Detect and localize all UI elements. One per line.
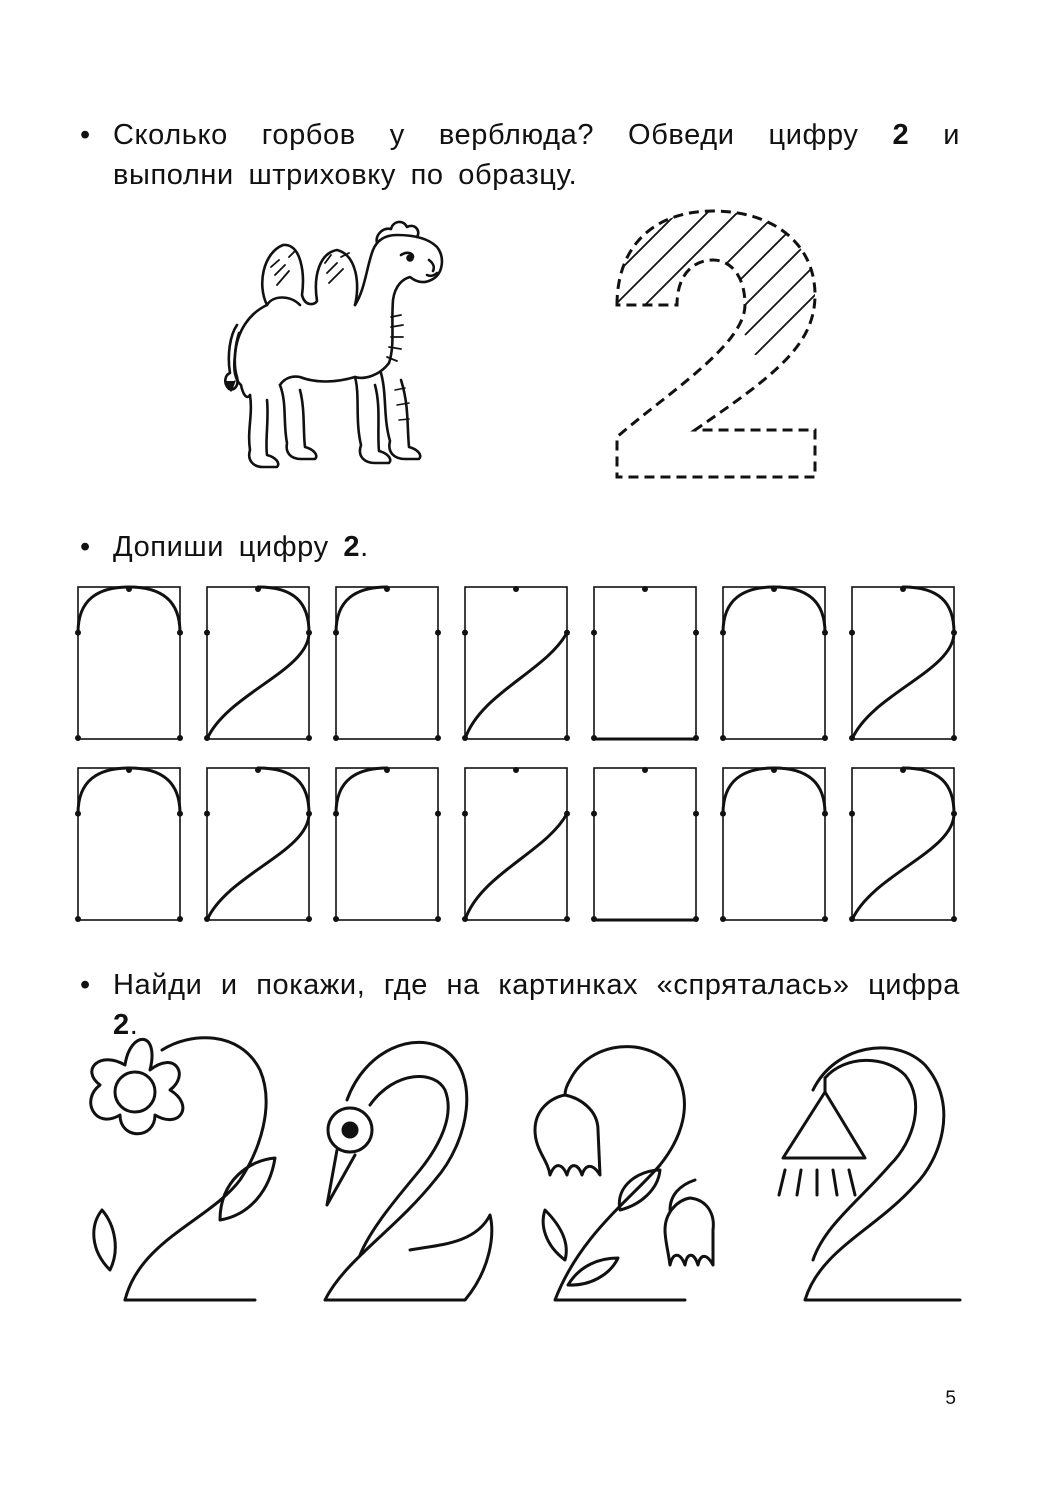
guide-dot — [693, 630, 699, 636]
guide-dot — [177, 811, 183, 817]
guide-dot — [693, 735, 699, 741]
task-2-digit: 2 — [343, 531, 361, 563]
guide-dot — [204, 916, 210, 922]
cell-frame — [723, 587, 825, 739]
cell-frame — [336, 768, 438, 920]
guide-dot — [75, 916, 81, 922]
cell-frame — [465, 768, 567, 920]
guide-dot — [564, 630, 570, 636]
sample-stroke — [207, 768, 309, 920]
guide-dot — [177, 916, 183, 922]
guide-dot — [849, 735, 855, 741]
guide-dot — [306, 630, 312, 636]
guide-dot — [591, 916, 597, 922]
guide-dot — [693, 811, 699, 817]
sample-stroke — [852, 768, 954, 920]
guide-dot — [333, 916, 339, 922]
guide-dot — [720, 811, 726, 817]
guide-dot — [822, 916, 828, 922]
bullet: • — [80, 119, 91, 151]
swan-icon — [315, 1030, 505, 1300]
guide-dot — [462, 735, 468, 741]
task-1-text-end: и выполни штриховку по образцу. — [113, 119, 960, 191]
copybook-cell — [204, 586, 312, 741]
guide-dot — [513, 767, 519, 773]
guide-dot — [642, 586, 648, 592]
copybook-cell — [75, 586, 183, 741]
sample-stroke — [336, 587, 387, 633]
page-number: 5 — [945, 1388, 956, 1409]
cell-frame — [78, 768, 180, 920]
guide-dot — [849, 916, 855, 922]
guide-dot — [177, 735, 183, 741]
guide-dot — [177, 630, 183, 636]
guide-dot — [462, 630, 468, 636]
guide-dot — [771, 767, 777, 773]
copybook-cell — [333, 767, 441, 922]
guide-dot — [720, 916, 726, 922]
task-2-text-start: Допиши цифру — [113, 531, 344, 563]
guide-dot — [591, 811, 597, 817]
guide-dot — [462, 916, 468, 922]
flower-icon — [70, 1030, 290, 1300]
guide-dot — [900, 586, 906, 592]
guide-dot — [204, 735, 210, 741]
copybook-cell — [462, 586, 570, 741]
guide-dot — [333, 811, 339, 817]
guide-dot — [849, 811, 855, 817]
guide-dot — [306, 811, 312, 817]
guide-dot — [720, 630, 726, 636]
guide-dot — [384, 767, 390, 773]
guide-dot — [462, 811, 468, 817]
sample-stroke — [852, 587, 954, 739]
guide-dot — [951, 630, 957, 636]
guide-dot — [75, 630, 81, 636]
cell-frame — [594, 768, 696, 920]
bullet: • — [80, 969, 91, 1001]
cell-frame — [78, 587, 180, 739]
guide-dot — [513, 586, 519, 592]
copybook-cell — [720, 767, 828, 922]
copybook-cell — [333, 586, 441, 741]
guide-dot — [951, 811, 957, 817]
guide-dot — [564, 735, 570, 741]
sample-stroke — [465, 814, 567, 920]
guide-dot — [951, 916, 957, 922]
guide-dot — [255, 767, 261, 773]
guide-dot — [126, 586, 132, 592]
task-3-text-end: . — [129, 1009, 139, 1041]
copybook-cell — [591, 767, 699, 922]
copybook-cell — [204, 767, 312, 922]
guide-dot — [435, 630, 441, 636]
sample-stroke — [723, 768, 825, 814]
guide-dot — [333, 735, 339, 741]
copybook-cell — [849, 586, 957, 741]
task-3-text-start: Найди и покажи, где на картинках «спряталась» цифра — [113, 969, 960, 1001]
bell-flowers-icon — [520, 1030, 715, 1300]
guide-dot — [306, 735, 312, 741]
task-1-digit: 2 — [892, 119, 910, 151]
guide-dot — [564, 811, 570, 817]
guide-dot — [822, 811, 828, 817]
cell-frame — [336, 587, 438, 739]
guide-dot — [693, 916, 699, 922]
task-3-digit: 2 — [113, 1009, 130, 1041]
sample-stroke — [723, 587, 825, 633]
guide-dot — [720, 735, 726, 741]
copybook-cell — [849, 767, 957, 922]
lamp-icon — [765, 1030, 965, 1300]
task-2-text-end: . — [360, 531, 369, 563]
guide-dot — [126, 767, 132, 773]
copybook-cell — [591, 586, 699, 741]
task-1-text-start: Сколько горбов у верблюда? Обведи цифру — [113, 119, 893, 151]
guide-dot — [384, 586, 390, 592]
guide-dot — [822, 735, 828, 741]
guide-dot — [642, 767, 648, 773]
sample-stroke — [78, 768, 180, 814]
guide-dot — [435, 916, 441, 922]
cell-frame — [594, 587, 696, 739]
guide-dot — [435, 811, 441, 817]
bullet: • — [80, 531, 91, 563]
guide-dot — [591, 735, 597, 741]
cell-frame — [465, 587, 567, 739]
guide-dot — [435, 735, 441, 741]
copybook-cell — [462, 767, 570, 922]
copybook-cell — [720, 586, 828, 741]
guide-dot — [951, 735, 957, 741]
guide-dot — [306, 916, 312, 922]
copybook-cell — [75, 767, 183, 922]
guide-dot — [204, 811, 210, 817]
cell-frame — [723, 768, 825, 920]
guide-dot — [900, 767, 906, 773]
guide-dot — [849, 630, 855, 636]
guide-dot — [822, 630, 828, 636]
guide-dot — [75, 811, 81, 817]
guide-dot — [564, 916, 570, 922]
sample-stroke — [465, 633, 567, 739]
sample-stroke — [207, 587, 309, 739]
guide-dot — [591, 630, 597, 636]
guide-dot — [333, 630, 339, 636]
sample-stroke — [336, 768, 387, 814]
sample-stroke — [78, 587, 180, 633]
guide-dot — [255, 586, 261, 592]
guide-dot — [771, 586, 777, 592]
guide-dot — [204, 630, 210, 636]
guide-dot — [75, 735, 81, 741]
